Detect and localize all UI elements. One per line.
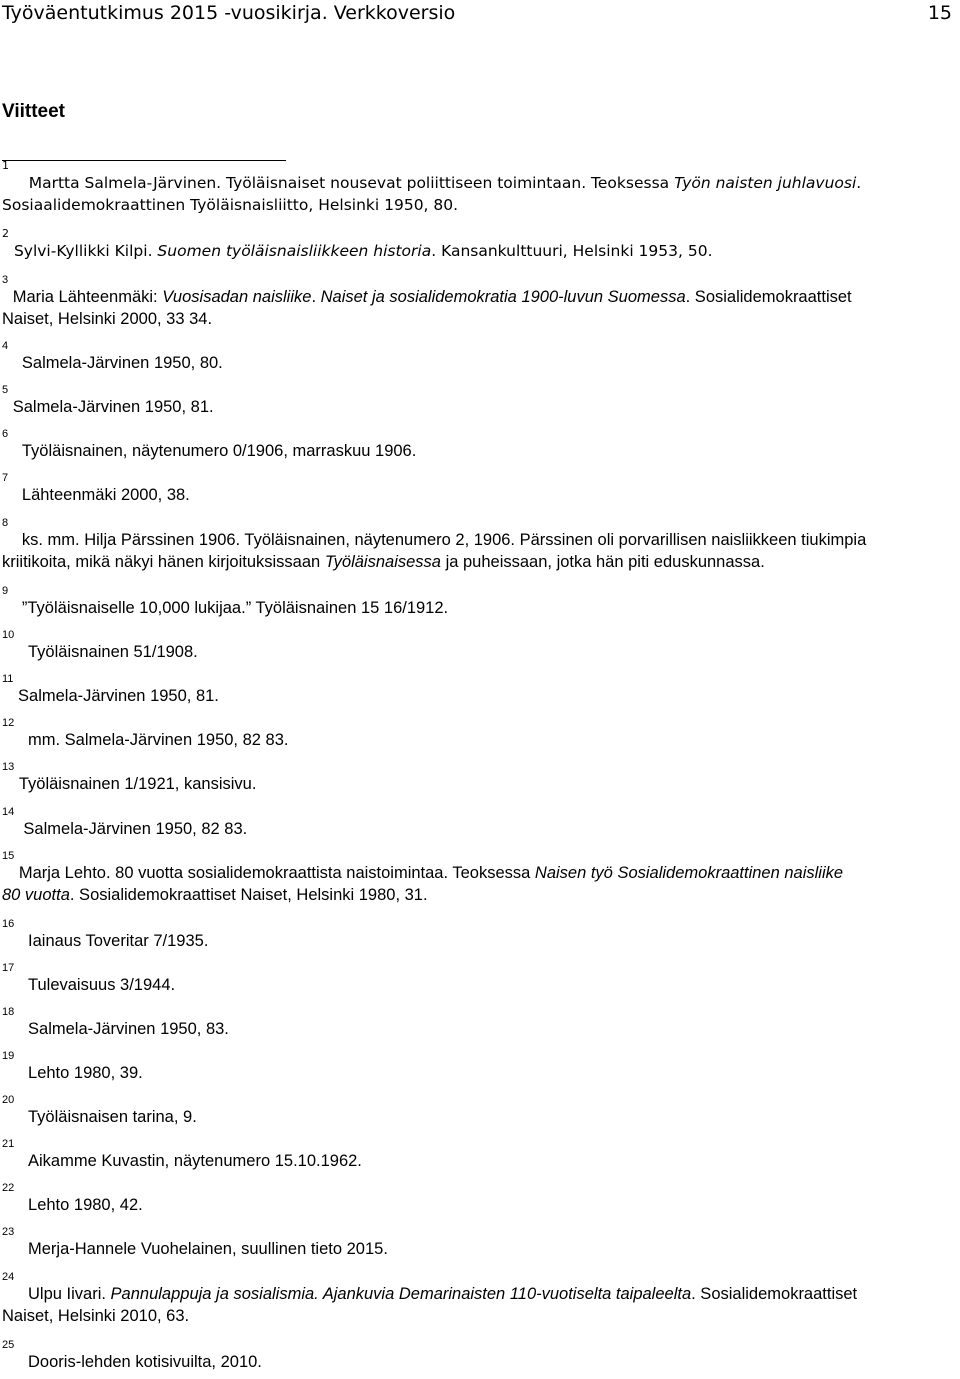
text-segment: ”Työläisnaiselle 10,000 lukijaa.” Työläisnainen 15 16/1912. — [21, 599, 449, 617]
endnote-20 — [2, 1094, 952, 1128]
endnote-number: 9 — [2, 585, 9, 597]
endnote-13 — [2, 761, 952, 795]
endnote-number: 14 — [2, 806, 15, 818]
endnote-line — [2, 274, 952, 308]
endnote-number: 18 — [2, 1006, 15, 1018]
endnote-number: 21 — [2, 1138, 15, 1150]
endnote-number: 23 — [2, 1226, 15, 1238]
endnote-12 — [2, 717, 952, 751]
text-segment: Dooris-lehden kotisivuilta, 2010. — [28, 1353, 262, 1371]
endnote-line — [2, 472, 952, 506]
italic-text: Naisen työ Sosialidemokraattinen naisliike — [534, 864, 844, 882]
endnote-number: 3 — [2, 274, 9, 286]
text-segment: Salmela-Järvinen 1950, 83. — [28, 1020, 229, 1038]
endnote-line — [2, 918, 952, 952]
endnote-line — [2, 629, 952, 663]
endnote-10 — [2, 629, 952, 663]
text-segment: . Sosialidemokraattiset — [691, 1285, 858, 1303]
endnote-17 — [2, 962, 952, 996]
endnote-21 — [2, 1138, 952, 1172]
page-header — [2, 0, 952, 26]
text-segment: . — [856, 174, 862, 192]
italic-text: Vuosisadan naisliike — [162, 288, 312, 306]
endnote-number: 7 — [2, 472, 9, 484]
endnote-number: 22 — [2, 1182, 15, 1194]
endnote-line — [2, 673, 952, 707]
text-segment: Naiset, Helsinki 2010, 63. — [2, 1307, 190, 1325]
endnote-number: 24 — [2, 1271, 15, 1283]
endnote-line — [2, 585, 952, 619]
endnote-number: 17 — [2, 962, 15, 974]
endnote-line — [2, 551, 952, 573]
endnote-number: 20 — [2, 1094, 15, 1106]
text-segment: Martta Salmela-Järvinen. Työläisnaiset nousevat poliittiseen toimintaan. Teoksessa — [28, 174, 675, 192]
endnote-line — [2, 962, 952, 996]
endnote-25 — [2, 1339, 952, 1373]
text-segment: . Sosialidemokraattiset Naiset, Helsinki 1980, 31. — [69, 886, 428, 904]
endnote-15 — [2, 850, 952, 906]
endnote-4 — [2, 340, 952, 374]
text-segment: Työläisnainen 51/1908. — [28, 643, 198, 661]
page-number: 15 — [927, 2, 952, 24]
text-segment: Naiset, Helsinki 2000, 33 34. — [2, 310, 213, 328]
endnote-16 — [2, 918, 952, 952]
endnote-line — [2, 308, 952, 330]
endnote-7 — [2, 472, 952, 506]
text-segment: ks. mm. Hilja Pärssinen 1906. Työläisnainen, näytenumero 2, 1906. Pärssinen oli porvarillisen naisliikkeen tiukimpia — [21, 531, 867, 549]
text-segment: Iainaus Toveritar 7/1935. — [28, 932, 209, 950]
text-segment: Työläisnainen 1/1921, kansisivu. — [18, 775, 257, 793]
endnote-line — [2, 428, 952, 462]
text-segment: . — [311, 288, 321, 306]
text-segment: Aikamme Kuvastin, näytenumero 15.10.1962. — [28, 1152, 362, 1170]
italic-text: Työn naisten juhlavuosi — [674, 174, 857, 192]
endnote-line — [2, 384, 952, 418]
endnote-11 — [2, 673, 952, 707]
endnote-22 — [2, 1182, 952, 1216]
endnote-14 — [2, 806, 952, 840]
endnote-24 — [2, 1271, 952, 1327]
endnote-3 — [2, 274, 952, 330]
endnote-number: 1 — [2, 159, 9, 172]
footnote-separator — [2, 160, 286, 161]
endnote-2 — [2, 227, 952, 262]
text-segment: Työläisnainen, näytenumero 0/1906, marraskuu 1906. — [21, 442, 417, 460]
endnote-line — [2, 1339, 952, 1373]
italic-text: 80 vuotta — [2, 886, 70, 904]
endnote-number: 16 — [2, 918, 15, 930]
endnote-line — [2, 1305, 952, 1327]
endnote-1 — [2, 159, 952, 216]
text-segment: ja puheissaan, jotka hän piti eduskunnassa. — [440, 553, 765, 571]
endnote-line — [2, 159, 952, 194]
text-segment: mm. Salmela-Järvinen 1950, 82 83. — [28, 731, 289, 749]
endnote-23 — [2, 1226, 952, 1260]
endnote-line — [2, 194, 952, 216]
text-segment: . Kansankulttuuri, Helsinki 1953, 50. — [431, 242, 713, 260]
endnote-number: 2 — [2, 227, 9, 240]
endnote-line — [2, 1271, 952, 1305]
endnote-6 — [2, 428, 952, 462]
endnote-number: 15 — [2, 850, 15, 862]
endnote-number: 5 — [2, 384, 9, 396]
italic-text: Pannulappuja ja sosialismia. Ajankuvia Demarinaisten 110-vuotiselta taipaleelta — [110, 1285, 692, 1303]
endnote-line — [2, 884, 952, 906]
text-segment: Sosiaalidemokraattinen Työläisnaisliitto, Helsinki 1950, 80. — [2, 196, 459, 214]
endnote-number: 13 — [2, 761, 15, 773]
endnote-line — [2, 1182, 952, 1216]
text-segment: Salmela-Järvinen 1950, 80. — [21, 354, 223, 372]
endnote-number: 6 — [2, 428, 9, 440]
endnote-line — [2, 1050, 952, 1084]
text-segment: Salmela-Järvinen 1950, 81. — [12, 398, 214, 416]
endnote-line — [2, 761, 952, 795]
italic-text: Työläisnaisessa — [324, 553, 441, 571]
endnote-line — [2, 717, 952, 751]
endnote-18 — [2, 1006, 952, 1040]
text-segment: . Sosialidemokraattiset — [685, 288, 852, 306]
endnote-line — [2, 1226, 952, 1260]
text-segment: Työläisnaisen tarina, 9. — [28, 1108, 197, 1126]
text-segment: kriitikoita, mikä näkyi hänen kirjoituksissaan — [2, 553, 325, 571]
text-segment: Salmela-Järvinen 1950, 81. — [18, 687, 219, 705]
endnote-number: 10 — [2, 629, 15, 641]
endnote-line — [2, 1006, 952, 1040]
endnote-line — [2, 806, 952, 840]
endnote-line — [2, 340, 952, 374]
text-segment: Maria Lähteenmäki: — [12, 288, 163, 306]
text-segment: Salmela-Järvinen 1950, 82 83. — [23, 820, 248, 838]
endnote-number: 11 — [2, 673, 14, 685]
text-segment: Tulevaisuus 3/1944. — [28, 976, 176, 994]
running-title: Työväentutkimus 2015 -vuosikirja. Verkkoversio — [2, 2, 456, 24]
text-segment: Lähteenmäki 2000, 38. — [21, 486, 190, 504]
endnote-line — [2, 850, 952, 884]
endnote-line — [2, 517, 952, 551]
endnote-line — [2, 1138, 952, 1172]
endnote-9 — [2, 585, 952, 619]
endnote-19 — [2, 1050, 952, 1084]
endnote-number: 19 — [2, 1050, 15, 1062]
endnote-number: 12 — [2, 717, 15, 729]
text-segment: Merja-Hannele Vuohelainen, suullinen tieto 2015. — [28, 1240, 388, 1258]
text-segment: Ulpu Iivari. — [28, 1285, 111, 1303]
endnote-number: 25 — [2, 1339, 15, 1351]
text-segment: Lehto 1980, 39. — [28, 1064, 143, 1082]
endnote-number: 4 — [2, 340, 9, 352]
text-segment: Lehto 1980, 42. — [28, 1196, 143, 1214]
section-heading: Viitteet — [2, 101, 66, 122]
endnote-8 — [2, 517, 952, 573]
endnote-number: 8 — [2, 517, 9, 529]
text-segment: Sylvi-Kyllikki Kilpi. — [13, 242, 158, 260]
endnote-line — [2, 227, 952, 262]
endnote-line — [2, 1094, 952, 1128]
italic-text: Naiset ja sosialidemokratia 1900-luvun Suomessa — [320, 288, 686, 306]
text-segment: Marja Lehto. 80 vuotta sosialidemokraattista naistoimintaa. Teoksessa — [18, 864, 535, 882]
endnote-5 — [2, 384, 952, 418]
italic-text: Suomen työläisnaisliikkeen historia — [157, 242, 432, 260]
